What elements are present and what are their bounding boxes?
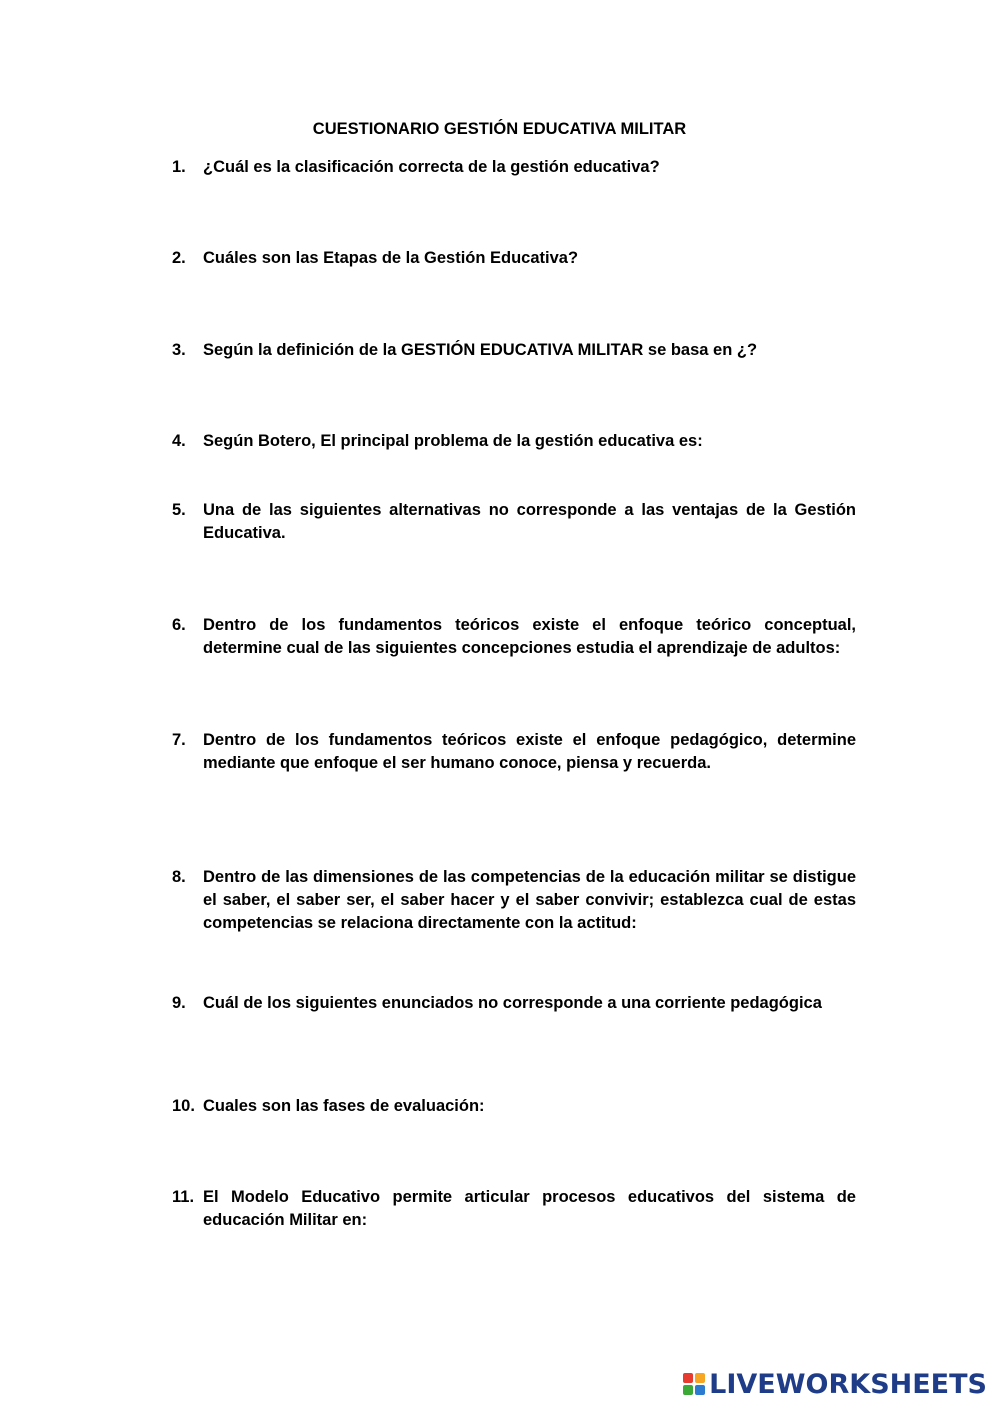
- logo-text: LIVEWORKSHEETS: [709, 1368, 987, 1400]
- question-text: Según la definición de la GESTIÓN EDUCATIVA MILITAR se basa en ¿?: [203, 341, 758, 359]
- logo-mark-icon: [683, 1373, 705, 1395]
- question-4: [172, 430, 856, 453]
- question-number: 5.: [172, 501, 186, 519]
- question-1: [172, 156, 856, 179]
- question-number: 2.: [172, 249, 186, 267]
- question-5: [172, 499, 856, 545]
- question-number: 9.: [172, 994, 186, 1012]
- logo-mark-square: [683, 1373, 693, 1383]
- question-text: Cuáles son las Etapas de la Gestión Educativa?: [203, 249, 579, 267]
- question-number: 8.: [172, 868, 186, 886]
- question-number: 11.: [172, 1188, 195, 1206]
- question-2: [172, 247, 856, 270]
- question-number: 6.: [172, 616, 186, 634]
- question-10: [172, 1095, 856, 1118]
- question-text: Cuál de los siguientes enunciados no corresponde a una corriente pedagógica: [203, 994, 822, 1012]
- logo-mark-square: [695, 1373, 705, 1383]
- question-number: 10.: [172, 1097, 195, 1115]
- question-text: Cuales son las fases de evaluación:: [203, 1097, 485, 1115]
- question-text: Una de las siguientes alternativas no corresponde a las ventajas de la Gestión Educativa.: [203, 501, 856, 542]
- question-7: [172, 729, 856, 775]
- question-6: [172, 614, 856, 660]
- question-number: 4.: [172, 432, 186, 450]
- question-text: Dentro de los fundamentos teóricos existe el enfoque teórico conceptual, determine cual de las siguientes concepciones estudia el aprendizaje de adultos:: [203, 616, 856, 657]
- question-text: Dentro de las dimensiones de las competencias de la educación militar se distigue el saber, el saber ser, el saber hacer y el saber convivir; establezca cual de estas competencias se relaciona directamente con la actitud:: [203, 868, 856, 932]
- logo-mark-square: [683, 1385, 693, 1395]
- question-number: 7.: [172, 731, 186, 749]
- page-title: CUESTIONARIO GESTIÓN EDUCATIVA MILITAR: [312, 120, 687, 138]
- question-text: Dentro de los fundamentos teóricos existe el enfoque pedagógico, determine mediante que enfoque el ser humano conoce, piensa y recuerda.: [203, 731, 856, 772]
- question-8: [172, 866, 856, 935]
- question-11: [172, 1186, 856, 1232]
- question-3: [172, 339, 856, 362]
- question-number: 1.: [172, 158, 186, 176]
- question-text: Según Botero, El principal problema de la gestión educativa es:: [203, 432, 703, 450]
- liveworksheets-logo[interactable]: [683, 1367, 987, 1401]
- question-number: 3.: [172, 341, 186, 359]
- question-text: ¿Cuál es la clasificación correcta de la gestión educativa?: [203, 158, 660, 176]
- question-9: [172, 992, 856, 1015]
- logo-mark-square: [695, 1385, 705, 1395]
- question-text: El Modelo Educativo permite articular procesos educativos del sistema de educación Militar en:: [203, 1188, 856, 1229]
